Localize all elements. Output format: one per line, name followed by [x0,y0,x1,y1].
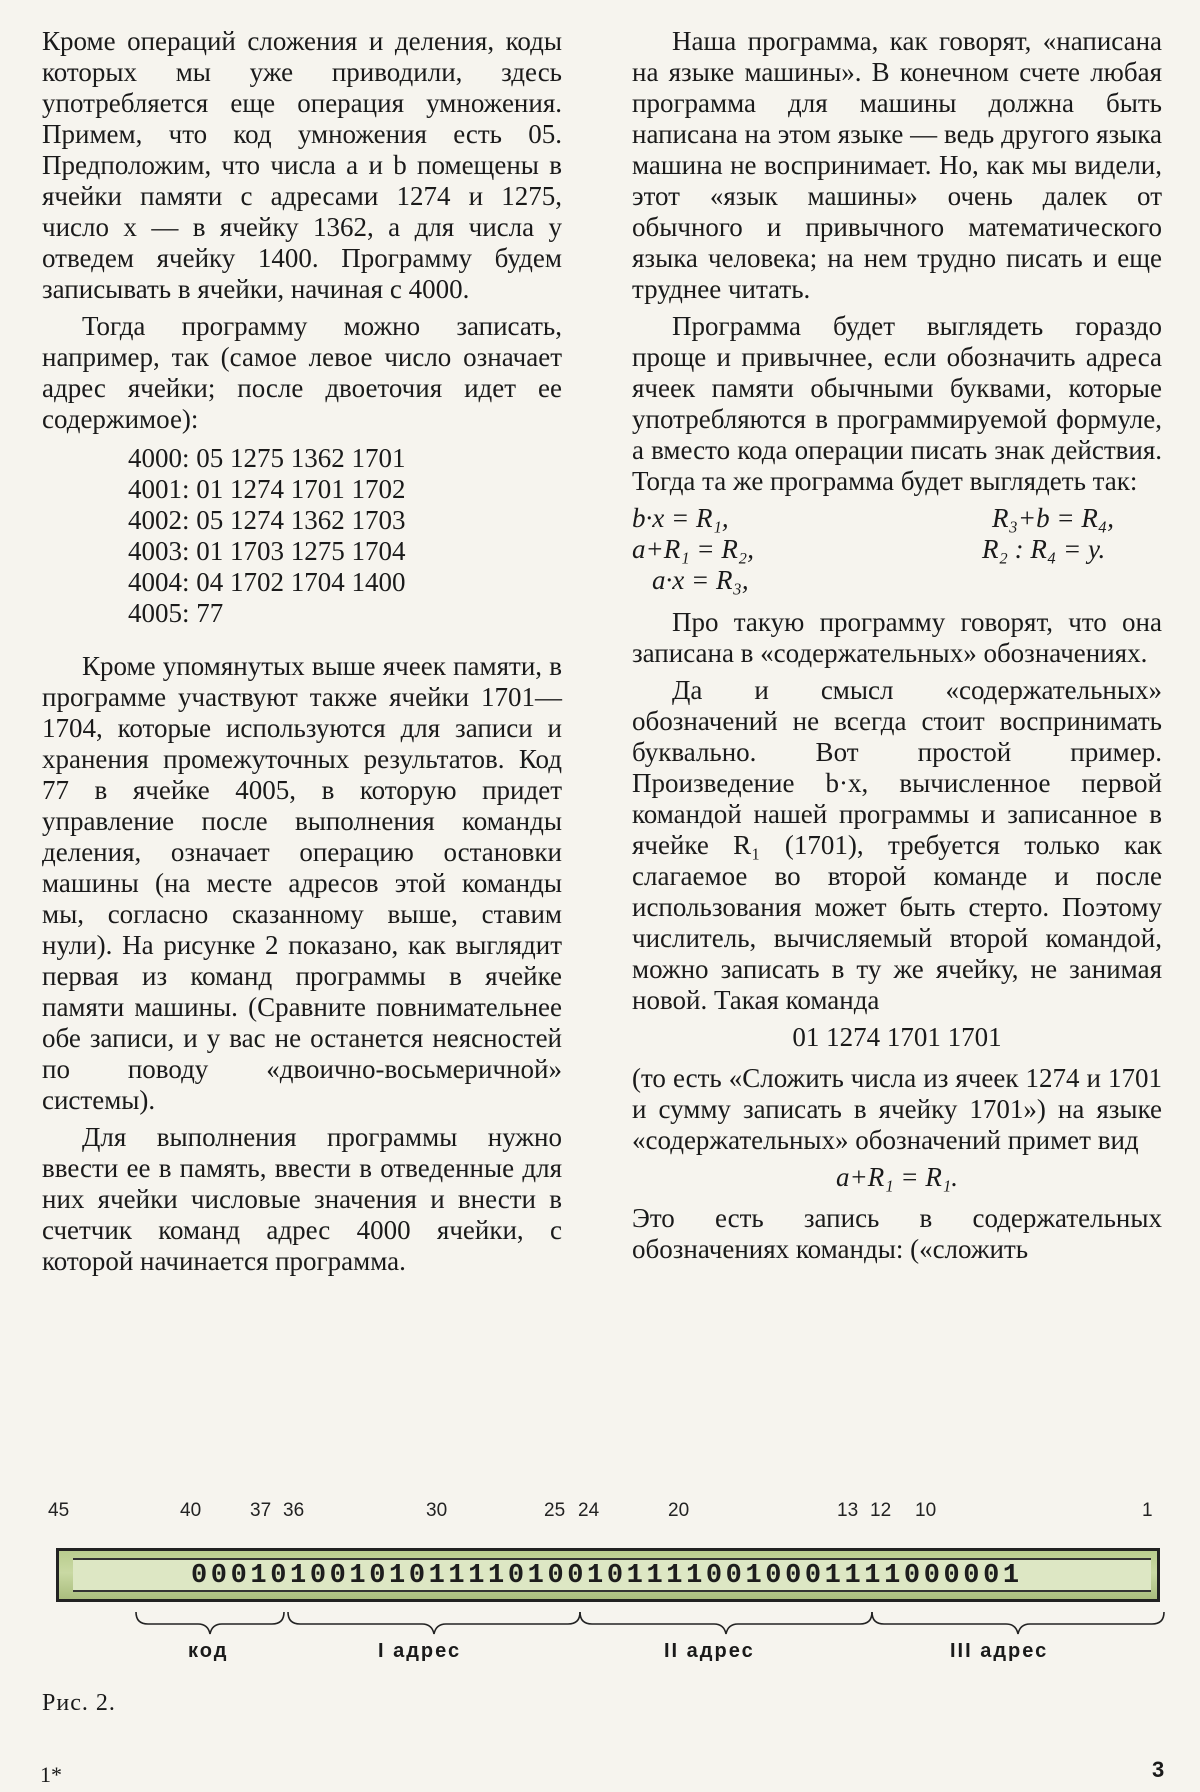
formula-2: a+R₁ = R₂, [632,534,754,564]
right-paragraph-5: (то есть «Сложить числа из ячеек 1274 и 1701 и сумму записать в ячейку 1701») на языке «содержательных» обозначений примет вид [632,1063,1162,1155]
brace-code [136,1612,284,1634]
printer-signature: 1* [40,1762,62,1787]
right-paragraph-1: Наша программа, как говорят, «написана на языке машины». В конечном счете любая программа для машины должна быть написана на этом языке — ведь другого языка машина не воспринимает. Но, как мы видели, этот «язык машины» очень далек от обычного и привычного математического языка человека; на нем трудно писать и еще труднее читать. [632,26,1162,304]
formula-3: a·x = R₃, [652,565,749,595]
bit-label: 24 [578,1500,600,1521]
bit-label: 10 [915,1500,937,1521]
right-column [632,26,1162,1271]
formula-block [632,503,1162,599]
left-paragraph-4: Для выполнения программы нужно ввести ее в память, ввести в отведенные для них ячейки числовые значения и внести в счетчик команд адрес 4000 ячейки, с которой начинается программа. [42,1122,562,1276]
formula-4: R₃+b = R₄, [992,503,1114,533]
figure-memory-cell [0,1500,1200,1730]
bit-label: 40 [180,1500,202,1521]
bit-label: 1 [1142,1500,1153,1521]
right-paragraph-6: Это есть запись в содержательных обозначениях команды: («сложить [632,1203,1162,1264]
bit-label: 20 [668,1500,690,1521]
memory-register [56,1548,1160,1602]
field-label-code: код [188,1640,229,1662]
program-line: 4001: 01 1274 1701 1702 [128,474,406,504]
right-paragraph-2: Программа будет выглядеть гораздо проще и привычнее, если обозначить адреса ячеек памяти обычными буквами, которые употребляются в программируемой формуле, а вместо кода операции писать знак действия. Тогда та же программа будет выглядеть так: [632,311,1162,496]
field-label-address-2: II адрес [664,1640,755,1662]
brace-address-1 [288,1612,580,1634]
program-line: 4004: 04 1702 1704 1400 [128,567,406,597]
program-line: 4003: 01 1703 1275 1704 [128,536,406,566]
formula-5: R₂ : R₄ = y. [982,534,1106,564]
left-paragraph-2: Тогда программу можно записать, например, так (самое левое число означает адрес ячейки; после двоеточия идет ее содержимое): [42,311,562,434]
bit-label: 45 [48,1500,70,1521]
left-paragraph-1: Кроме операций сложения и деления, коды которых мы уже приводили, здесь употребляется еще операция умножения. Примем, что код умножения есть 05. Предположим, что числа a и b помещены в ячейки памяти с адресами 1274 и 1275, число x — в ячейку 1362, а для числа y отведем ячейку 1400. Программу будем записывать в ячейки, начиная с 4000. [42,26,562,304]
bit-label: 25 [544,1500,566,1521]
field-braces [0,1604,1200,1644]
bit-label: 12 [870,1500,892,1521]
bit-label: 37 [250,1500,272,1521]
field-label-address-3: III адрес [950,1640,1049,1662]
program-listing [128,443,562,629]
right-paragraph-4: Да и смысл «содержательных» обозначений не всегда стоит воспринимать буквально. Вот простой пример. Произведение b·x, вычисленное первой командой нашей программы и записанное в ячейке R₁ (1701), требуется только как слагаемое во второй команде и после использования может быть стерто. Поэтому числитель, вычисляемый второй командой, можно записать в ту же ячейку, не занимая новой. Такая команда [632,675,1162,1015]
brace-address-2 [580,1612,872,1634]
program-line: 4000: 05 1275 1362 1701 [128,443,406,473]
bit-label: 36 [283,1500,305,1521]
formula-centered: a+R₁ = R₁. [836,1162,958,1192]
left-paragraph-3: Кроме упомянутых выше ячеек памяти, в программе участвуют также ячейки 1701—1704, которые используются для записи и хранения промежуточных результатов. Код 77 в ячейке 4005, в которую придет управление после выполнения команды деления, означает операцию остановки машины (на месте адресов этой команды мы, согласно сказанному выше, ставим нули). На рисунке 2 показано, как выглядит первая из команд программы в ячейке памяти машины. (Сравните повнимательнее обе записи, и у вас не останется неясностей по поводу «двоично-восьмеричной» системы). [42,651,562,1115]
bit-label: 30 [426,1500,448,1521]
figure-caption: Рис. 2. [42,1690,116,1716]
field-label-address-1: I адрес [378,1640,462,1662]
register-bits: 000101001010111101001011110010001111000001 [73,1558,1151,1592]
program-line: 4002: 05 1274 1362 1703 [128,505,406,535]
formula-1: b·x = R₁, [632,503,729,533]
left-column [42,26,562,1283]
brace-address-3 [872,1612,1164,1634]
page-number: 3 [1152,1757,1165,1782]
bit-label: 13 [837,1500,859,1521]
right-paragraph-3: Про такую программу говорят, что она записана в «содержательных» обозначениях. [632,607,1162,668]
program-line: 4005: 77 [128,598,224,628]
command-line: 01 1274 1701 1701 [792,1022,1002,1052]
